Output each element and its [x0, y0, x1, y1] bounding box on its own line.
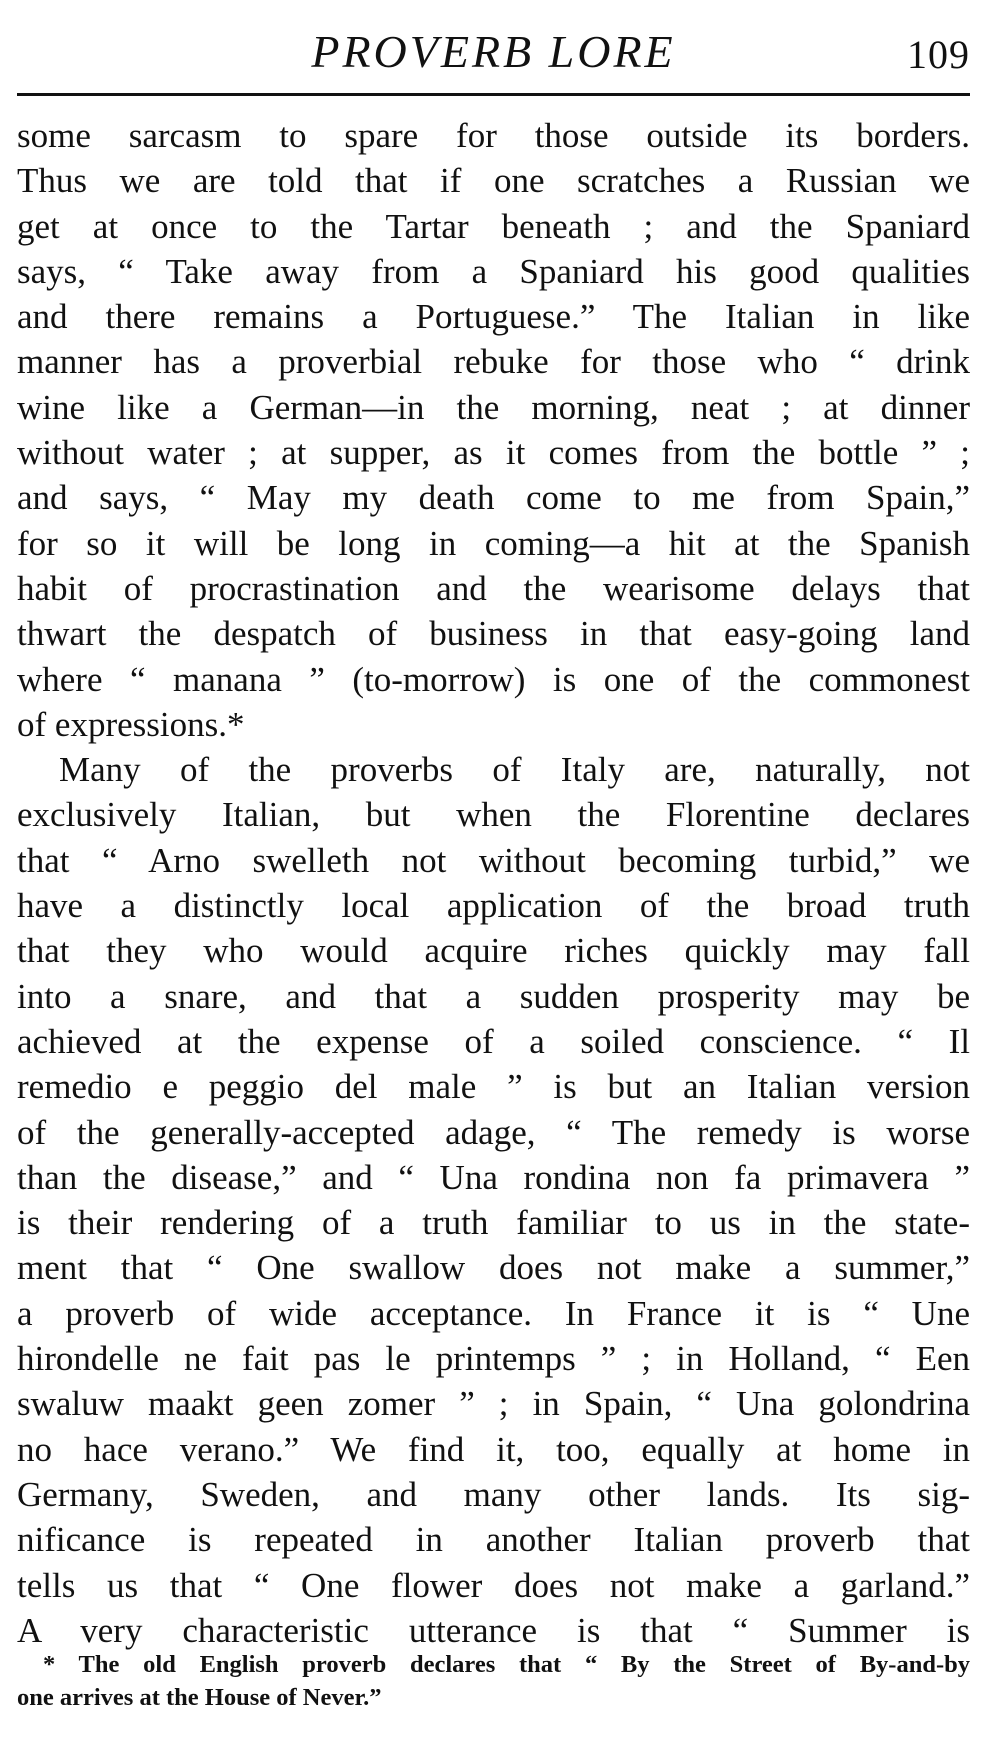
- text-line: is their rendering of a truth familiar to us in the state-: [17, 1203, 970, 1243]
- text-line: Thus we are told that if one scratches a Russian we: [17, 161, 970, 201]
- running-title: PROVERB LORE: [311, 26, 676, 77]
- text-line: remedio e peggio del male ” is but an Italian version: [17, 1067, 970, 1107]
- text-line: no hace verano.” We find it, too, equally at home in: [17, 1429, 970, 1469]
- text-line: achieved at the expense of a soiled conscience. “ Il: [17, 1021, 970, 1061]
- header-rule: [17, 93, 970, 96]
- text-line: exclusively Italian, but when the Florentine declares: [17, 795, 970, 835]
- text-line: swaluw maakt geen zomer ” ; in Spain, “ Una golondrina: [17, 1384, 970, 1424]
- text-line: ment that “ One swallow does not make a summer,”: [17, 1248, 970, 1288]
- text-line: A very characteristic utterance is that “ Summer is: [17, 1610, 970, 1650]
- footnote-line: * The old English proverb declares that “ By the Street of By-and-by: [43, 1651, 970, 1678]
- text-line: and says, “ May my death come to me from Spain,”: [17, 478, 970, 518]
- text-line: a proverb of wide acceptance. In France it is “ Une: [17, 1293, 970, 1333]
- text-line: have a distinctly local application of the broad truth: [17, 886, 970, 926]
- text-line: Germany, Sweden, and many other lands. Its sig-: [17, 1474, 970, 1514]
- text-line: of the generally-accepted adage, “ The remedy is worse: [17, 1112, 970, 1152]
- text-line: get at once to the Tartar beneath ; and the Spaniard: [17, 206, 970, 246]
- footnote-line: one arrives at the House of Never.”: [17, 1684, 382, 1711]
- text-line: that “ Arno swelleth not without becoming turbid,” we: [17, 840, 970, 880]
- text-line: of expressions.*: [17, 704, 245, 744]
- text-line: nificance is repeated in another Italian proverb that: [17, 1520, 970, 1560]
- text-line: that they who would acquire riches quickly may fall: [17, 931, 970, 971]
- text-line: hirondelle ne fait pas le printemps ” ; in Holland, “ Een: [17, 1339, 970, 1379]
- page-header: [17, 22, 970, 92]
- text-line: some sarcasm to spare for those outside its borders.: [17, 116, 970, 155]
- text-line: Many of the proverbs of Italy are, naturally, not: [59, 750, 970, 790]
- text-line: and there remains a Portuguese.” The Italian in like: [17, 297, 970, 337]
- text-line: than the disease,” and “ Una rondina non fa primavera ”: [17, 1157, 970, 1197]
- body-text: [17, 113, 970, 1653]
- text-line: tells us that “ One flower does not make a garland.”: [17, 1565, 970, 1605]
- text-line: into a snare, and that a sudden prosperity may be: [17, 976, 970, 1016]
- text-line: thwart the despatch of business in that easy-going land: [17, 614, 970, 654]
- text-line: without water ; at supper, as it comes from the bottle ” ;: [17, 433, 970, 473]
- footnote: [17, 1648, 970, 1714]
- text-line: wine like a German—in the morning, neat ; at dinner: [17, 387, 970, 427]
- text-line: where “ manana ” (to-morrow) is one of the commonest: [17, 659, 970, 699]
- text-line: says, “ Take away from a Spaniard his good qualities: [17, 251, 970, 291]
- text-line: habit of procrastination and the wearisome delays that: [17, 568, 970, 608]
- page-number: 109: [907, 32, 970, 77]
- text-line: manner has a proverbial rebuke for those who “ drink: [17, 342, 970, 382]
- text-line: for so it will be long in coming—a hit at the Spanish: [17, 523, 970, 563]
